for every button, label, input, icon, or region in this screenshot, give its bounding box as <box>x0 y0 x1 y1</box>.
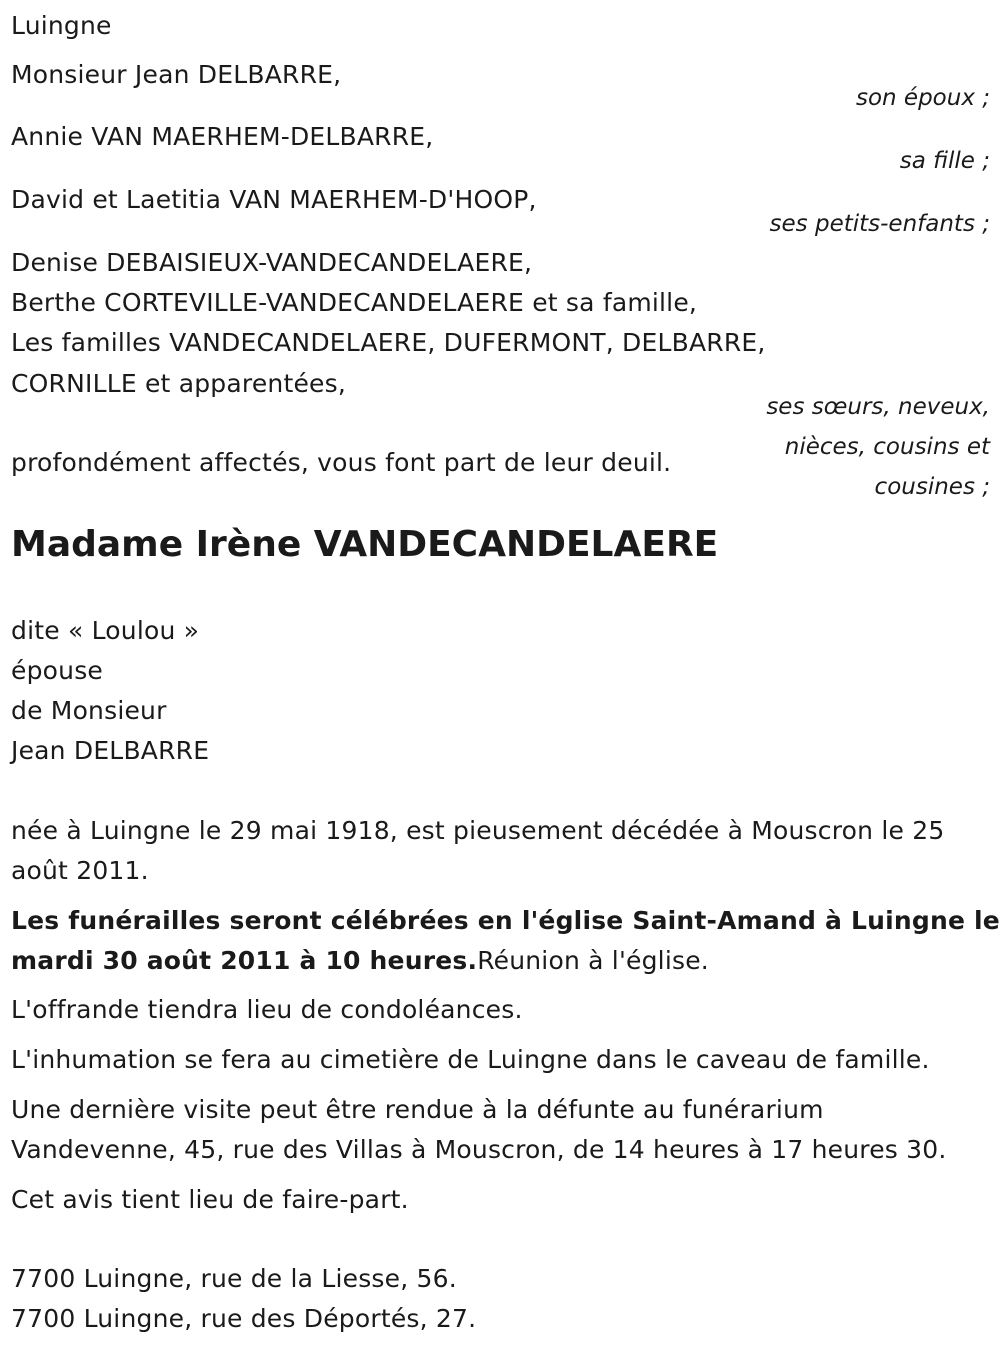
detail-line: dite « Loulou » <box>11 616 200 645</box>
birth-death-line: août 2011. <box>11 856 149 885</box>
detail-line: de Monsieur <box>11 696 167 725</box>
detail-line: Jean DELBARRE <box>11 736 210 765</box>
announcement: profondément affectés, vous font part de leur deuil. <box>11 448 672 477</box>
address-line: 7700 Luingne, rue de la Liesse, 56. <box>11 1264 457 1293</box>
role-spouse: son époux ; <box>855 85 990 111</box>
funeral-line-2 <box>11 941 709 981</box>
funeral-line-1: Les funérailles seront célébrées en l'église Saint-Amand à Luingne le <box>11 906 1000 935</box>
family-member-grandchildren: David et Laetitia VAN MAERHEM-D'HOOP, <box>11 185 537 214</box>
visit-line: Une dernière visite peut être rendue à la défunte au funérarium <box>11 1095 824 1124</box>
funeral-date: mardi 30 août 2011 à 10 heures. <box>11 946 478 975</box>
relative-line: Denise DEBAISIEUX-VANDECANDELAERE, <box>11 248 533 277</box>
role-relatives-line: ses sœurs, neveux, <box>766 394 990 420</box>
notice: Cet avis tient lieu de faire-part. <box>11 1185 409 1214</box>
relative-line: CORNILLE et apparentées, <box>11 369 346 398</box>
funeral-meeting: Réunion à l'église. <box>477 946 709 975</box>
birth-death-line: née à Luingne le 29 mai 1918, est pieusement décédée à Mouscron le 25 <box>11 816 945 845</box>
burial: L'inhumation se fera au cimetière de Luingne dans le caveau de famille. <box>11 1045 930 1074</box>
deceased-name: Madame Irène VANDECANDELAERE <box>11 524 719 565</box>
detail-line: épouse <box>11 656 103 685</box>
role-grandchildren: ses petits-enfants ; <box>769 211 990 237</box>
relative-line: Les familles VANDECANDELAERE, DUFERMONT, DELBARRE, <box>11 328 766 357</box>
place-header: Luingne <box>11 11 112 40</box>
address-line: 7700 Luingne, rue des Déportés, 27. <box>11 1304 477 1333</box>
relative-line: Berthe CORTEVILLE-VANDECANDELAERE et sa famille, <box>11 288 698 317</box>
family-member-daughter: Annie VAN MAERHEM-DELBARRE, <box>11 122 434 151</box>
role-relatives-line: nièces, cousins et <box>784 434 990 460</box>
role-daughter: sa fille ; <box>899 148 990 174</box>
offering: L'offrande tiendra lieu de condoléances. <box>11 995 523 1024</box>
role-relatives-line: cousines ; <box>874 474 990 500</box>
visit-line: Vandevenne, 45, rue des Villas à Mouscron, de 14 heures à 17 heures 30. <box>11 1135 947 1164</box>
role-relatives <box>730 387 990 507</box>
family-member-spouse: Monsieur Jean DELBARRE, <box>11 60 342 89</box>
